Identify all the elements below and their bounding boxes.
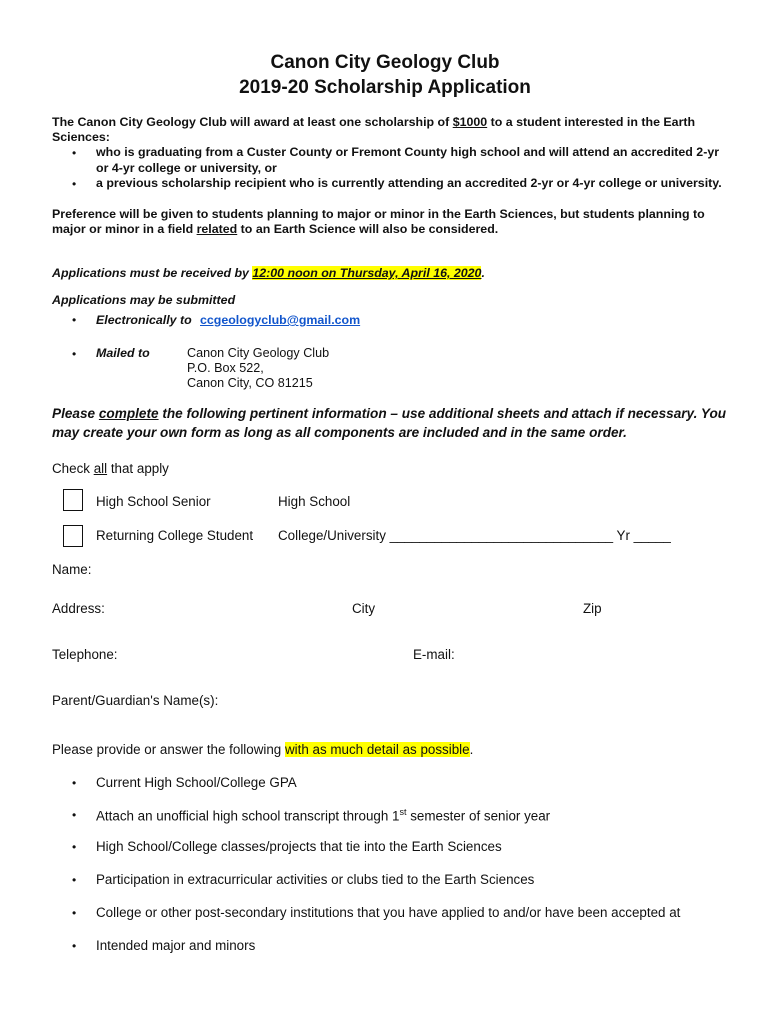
list-item: Attach an unofficial high school transcript through 1st semester of senior year	[96, 807, 551, 824]
list-item: High School/College classes/projects that tie into the Earth Sciences	[96, 839, 502, 854]
mailing-address-line: Canon City, CO 81215	[187, 376, 313, 390]
bullet-icon: •	[72, 808, 77, 822]
bullet-icon: •	[72, 146, 77, 160]
criteria-item: a previous scholarship recipient who is currently attending an accredited 2-yr or 4-yr college or university.	[96, 176, 722, 190]
intro-line-2: Sciences:	[52, 130, 110, 144]
deadline-date: 12:00 noon on Thursday, April 16, 2020	[252, 266, 482, 280]
check-instruction: Check all that apply	[52, 461, 169, 476]
bullet-icon: •	[72, 347, 77, 361]
list-item: Current High School/College GPA	[96, 775, 297, 790]
bullet-icon: •	[72, 873, 77, 887]
college-field-label: College/University ______________________________ Yr _____	[278, 528, 671, 543]
title-line-1: Canon City Geology Club	[270, 52, 500, 73]
bullet-icon: •	[72, 906, 77, 920]
electronic-label: Electronically to	[96, 313, 192, 327]
parent-field-label: Parent/Guardian's Name(s):	[52, 693, 219, 708]
preference-line-1: Preference will be given to students planning to major or minor in the Earth Sciences, but students planning to	[52, 207, 705, 221]
submission-heading: Applications may be submitted	[52, 293, 236, 307]
option-label: Returning College Student	[96, 528, 254, 543]
mailing-address-line: P.O. Box 522,	[187, 361, 264, 375]
address-field-label: Address:	[52, 601, 105, 616]
telephone-field-label: Telephone:	[52, 647, 118, 662]
instructions-line-2: may create your own form as long as all components are included and in the same order.	[52, 425, 627, 440]
zip-field-label: Zip	[583, 601, 602, 616]
bullet-icon: •	[72, 313, 77, 327]
criteria-item: or 4-yr college or university, or	[96, 161, 277, 175]
criteria-item: who is graduating from a Custer County or Fremont County high school and will attend an accredited 2-yr	[96, 145, 720, 159]
mailing-address-line: Canon City Geology Club	[187, 346, 330, 360]
list-item: College or other post-secondary institutions that you have applied to and/or have been accepted at	[96, 905, 681, 920]
bullet-icon: •	[72, 177, 77, 191]
title-line-2: 2019-20 Scholarship Application	[239, 77, 531, 98]
city-field-label: City	[352, 601, 376, 616]
bullet-icon: •	[72, 776, 77, 790]
instructions-line-1: Please complete the following pertinent information – use additional sheets and attach if necessary. You	[52, 406, 727, 421]
intro-line-1: The Canon City Geology Club will award at least one scholarship of $1000 to a student interested in the Earth	[52, 115, 696, 129]
preference-line-2: major or minor in a field related to an Earth Science will also be considered.	[52, 222, 499, 236]
list-item: Intended major and minors	[96, 938, 256, 953]
bullet-icon: •	[72, 840, 77, 854]
email-link[interactable]: ccgeologyclub@gmail.com	[200, 313, 361, 327]
high-school-senior-checkbox[interactable]	[63, 489, 83, 511]
provide-instruction: Please provide or answer the following with as much detail as possible.	[52, 742, 474, 757]
name-field-label: Name:	[52, 562, 92, 577]
list-item: Participation in extracurricular activities or clubs tied to the Earth Sciences	[96, 872, 535, 887]
option-label: High School Senior	[96, 494, 211, 509]
bullet-icon: •	[72, 939, 77, 953]
returning-college-student-checkbox[interactable]	[63, 525, 83, 547]
high-school-field-label: High School	[278, 494, 351, 509]
deadline: Applications must be received by 12:00 noon on Thursday, April 16, 2020.	[52, 266, 485, 280]
scholarship-amount: $1000	[452, 115, 488, 129]
mail-label: Mailed to	[96, 346, 150, 360]
email-field-label: E-mail:	[413, 647, 455, 662]
